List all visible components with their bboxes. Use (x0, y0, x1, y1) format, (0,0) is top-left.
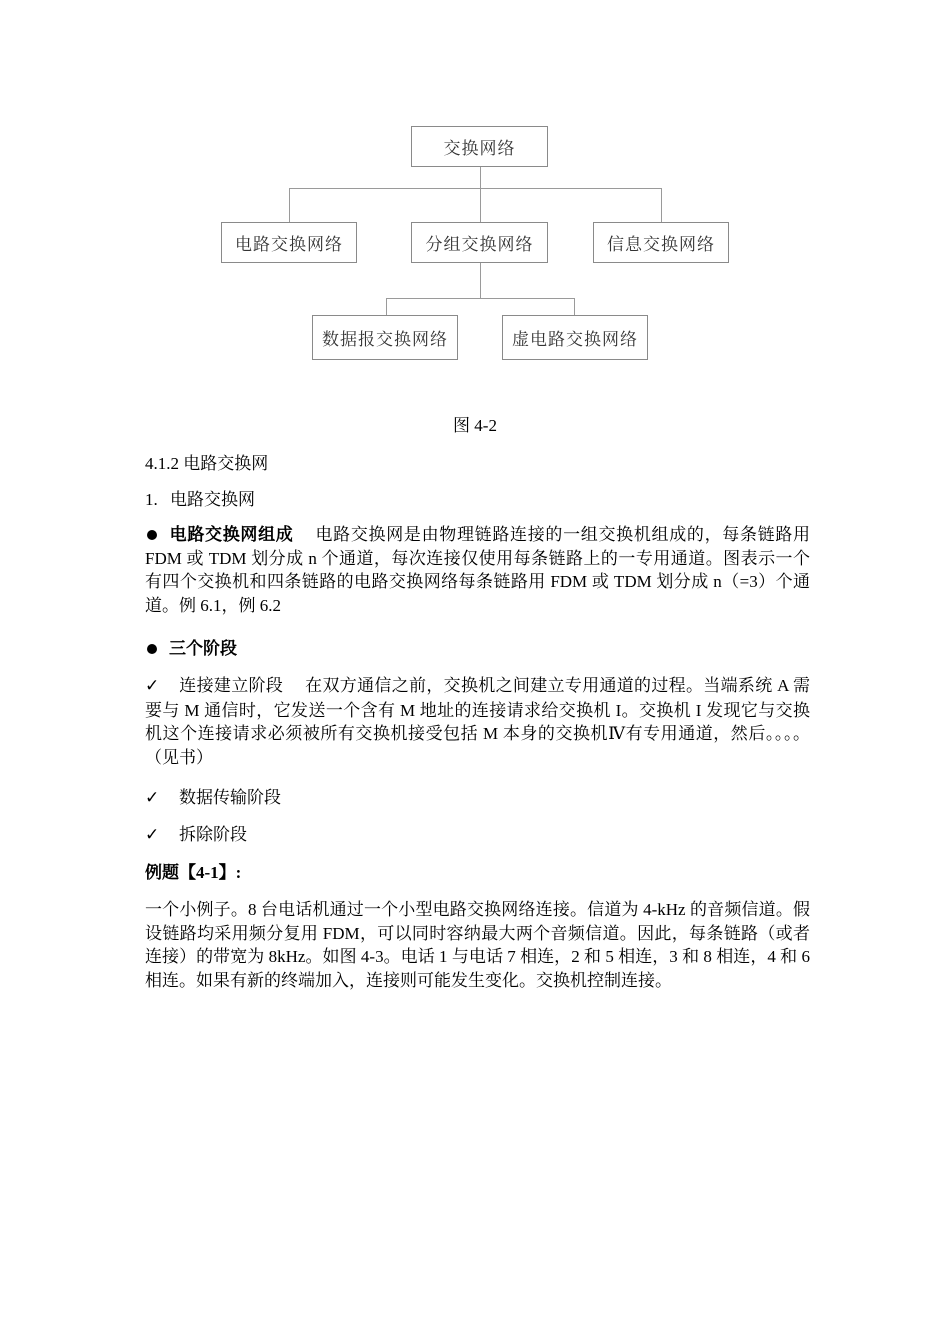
phase-item (145, 786, 810, 810)
connector-line (289, 188, 662, 189)
bullet-title: 电路交换网组成 (169, 525, 294, 544)
connector-line (661, 188, 662, 222)
example-heading: 例题【4-1】: (145, 863, 242, 882)
check-icon: ✓ (145, 676, 160, 696)
connector-line (386, 298, 574, 299)
check-icon: ✓ (145, 825, 160, 845)
figure-caption: 图 4-2 (453, 416, 497, 435)
node-packet-switching: 分组交换网络 (411, 222, 548, 263)
phase-text: 在双方通信之前，交换机之间建立专用通道的过程。当端系统 A 需要与 M 通信时，它发送一个含有 M 地址的连接请求给交换机 I。交换机 I 发现它与交换机这个连接请求必须被所有交换机接受包括 M 本身的交换机Ⅳ有专用通道，然后。。。。（见书） (145, 676, 810, 767)
bullet-icon (147, 530, 157, 540)
connector-line (574, 298, 575, 315)
phase-title: 连接建立阶段 (179, 676, 284, 695)
node-datagram-switching: 数据报交换网络 (312, 315, 458, 360)
bullet-text: 电路交换网是由物理链路连接的一组交换机组成的，每条链路用 FDM 或 TDM 划分成 n 个通道，每次连接仅使用每条链路上的一专用通道。图表示一个有四个交换机和四条链路的电路交换网络每条链路用 FDM 或 TDM 划分成 n（=3）个通道。例 6.1，例 6.2 (145, 525, 811, 615)
subsection-number: 1. (145, 490, 158, 509)
phase-item (145, 823, 810, 847)
check-icon: ✓ (145, 788, 160, 808)
node-root: 交换网络 (411, 126, 548, 167)
node-circuit-switching: 电路交换网络 (221, 222, 357, 263)
connector-line (480, 263, 481, 298)
phase-item (145, 674, 810, 769)
section-heading: 4.1.2 电路交换网 (145, 454, 269, 473)
example-paragraph: 一个小例子。8 台电话机通过一个小型电路交换网络连接。信道为 4-kHz 的音频信道。假设链路均采用频分复用 FDM，可以同时容纳最大两个音频信道。因此，每条链路（或者连接）的带宽为 8kHz。如图 4-3。电话 1 与电话 7 相连，2 和 5 相连，3 和 8 相连，4 和 6 相连。如果有新的终端加入，连接则可能发生变化。交换机控制连接。 (145, 900, 810, 990)
connector-line (480, 188, 481, 222)
connector-line (480, 167, 481, 188)
bullet-icon (147, 644, 157, 654)
node-virtual-circuit-switching: 虚电路交换网络 (502, 315, 648, 360)
bullet-paragraph-phases (145, 637, 810, 660)
bullet-paragraph-composition (145, 523, 810, 617)
subsection-heading (145, 488, 810, 511)
phase-title: 数据传输阶段 (179, 788, 281, 807)
subsection-label: 电路交换网 (170, 490, 255, 509)
connector-line (386, 298, 387, 315)
connector-line (289, 188, 290, 222)
phase-title: 拆除阶段 (179, 825, 247, 844)
node-message-switching: 信息交换网络 (593, 222, 729, 263)
bullet-title: 三个阶段 (169, 639, 237, 658)
